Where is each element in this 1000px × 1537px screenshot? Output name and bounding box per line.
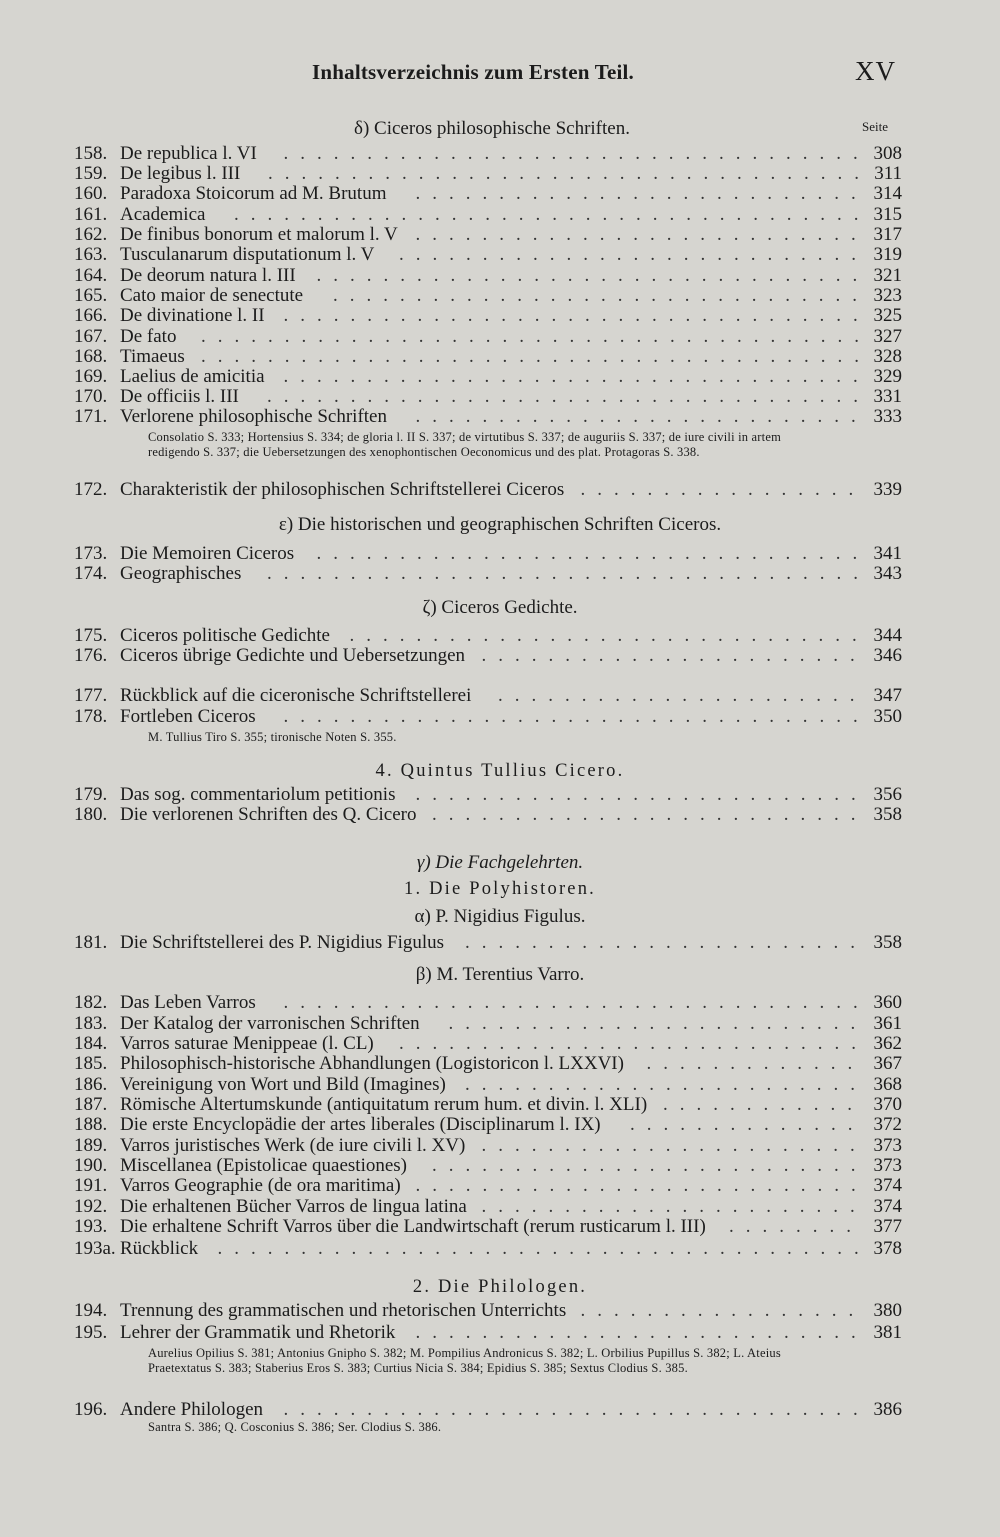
leader-dots: ....................... [481,1135,867,1156]
entry-page: 323 [873,285,902,306]
leader-dots: ........................... [415,183,868,204]
entry-number: 158. [74,143,108,164]
leader-dots: ................. [580,1300,866,1321]
entry-title: Ciceros übrige Gedichte und Uebersetzungen [120,645,466,666]
running-head [0,56,1000,90]
toc-entry [74,366,902,388]
entry-page: 362 [873,1033,902,1054]
leader-dots: .................................... [267,563,870,584]
entry-number: 185. [74,1053,108,1074]
entry-title: De republica l. VI [120,143,257,164]
toc-entry [74,1238,902,1260]
entry-page: 308 [873,143,902,164]
entry-title: Philosophisch-historische Abhandlungen (Logistoricon l. LXXVI) [120,1053,624,1074]
toc-entry [74,406,902,428]
entry-number: 167. [74,326,108,347]
entry-number: 174. [74,563,108,584]
entry-page: 341 [873,543,902,564]
entry-title: Römische Altertumskunde (antiquitatum rerum hum. et divin. l. XLI) [120,1094,648,1115]
entry-title: De finibus bonorum et malorum l. V [120,224,398,245]
leader-dots: ...................... [498,685,867,706]
leader-dots: ....................... [481,645,867,666]
leader-dots: ........................... [415,224,868,245]
leader-dots: .............. [630,1114,865,1135]
toc-entry [74,1053,902,1075]
entry-page: 343 [873,563,902,584]
entry-page: 367 [873,1053,902,1074]
entry-page: 381 [873,1322,902,1343]
entry-title: Laelius de amicitia [120,366,265,387]
entry-number: 168. [74,346,108,367]
entry-number: 170. [74,386,108,407]
page-number: XV [855,56,896,86]
entry-page: 346 [873,645,902,666]
entry-number: 193. [74,1216,108,1237]
leader-dots: ............. [646,1053,865,1074]
entry-page: 327 [873,326,902,347]
entry-number: 186. [74,1074,108,1095]
toc-entry [74,1155,902,1177]
entry-number: 182. [74,992,108,1013]
entry-number: 195. [74,1322,108,1343]
leader-dots: ........................ [465,1074,867,1095]
entry-number: 192. [74,1196,108,1217]
entry-page: 368 [873,1074,902,1095]
entry-page: 377 [873,1216,902,1237]
toc-entry [74,543,902,565]
entry-number: 160. [74,183,108,204]
toc-entry [74,1114,902,1136]
section-heading: ε) Die historischen und geographischen Schriften Ciceros. [278,514,722,535]
entry-title: Die verlorenen Schriften des Q. Cicero [120,804,417,825]
entry-title: Die Schriftstellerei des P. Nigidius Figulus [120,932,445,953]
entry-title: Paradoxa Stoicorum ad M. Brutum [120,183,387,204]
leader-dots: .................................... [268,163,871,184]
leader-dots: ................................. [316,543,870,564]
entry-number: 184. [74,1033,108,1054]
toc-entry [74,1094,902,1116]
entry-title: De officiis l. III [120,386,239,407]
leader-dots: ............ [663,1094,864,1115]
entry-subnote: M. Tullius Tiro S. 355; tironische Noten S. 355. [148,730,397,744]
entry-number: 193a. [74,1238,116,1259]
entry-title: Die Memoiren Ciceros [120,543,295,564]
toc-entry [74,143,902,165]
entry-title: Verlorene philosophische Schriften [120,406,387,427]
toc-entry [74,992,902,1014]
leader-dots: ........................... [415,1175,868,1196]
leader-dots: ........ [729,1216,863,1237]
section-heading: 2. Die Philologen. [412,1277,588,1297]
entry-title: Die erste Encyclopädie der artes liberales (Disciplinarum l. IX) [120,1114,601,1135]
entry-title: De fato [120,326,177,347]
entry-title: Ciceros politische Gedichte [120,625,330,646]
leader-dots: .......................... [432,1155,868,1176]
entry-page: 378 [873,1238,902,1259]
entry-title: Varros saturae Menippeae (l. CL) [120,1033,374,1054]
toc-entry [74,224,902,246]
entry-page: 373 [873,1135,902,1156]
leader-dots: ........................... [415,784,868,805]
entry-number: 179. [74,784,108,805]
entry-title: Lehrer der Grammatik und Rhetorik [120,1322,396,1343]
toc-entry [74,1196,902,1218]
entry-number: 169. [74,366,108,387]
entry-title: Die erhaltene Schrift Varros über die Landwirtschaft (rerum rusticarum l. III) [120,1216,706,1237]
toc-entry [74,645,902,667]
entry-number: 162. [74,224,108,245]
entry-title: Varros Geographie (de ora maritima) [120,1175,401,1196]
entry-number: 173. [74,543,108,564]
toc-entry [74,932,902,954]
entry-number: 166. [74,305,108,326]
leader-dots: ........................................ [201,346,871,367]
section-heading: γ) Die Fachgelehrten. [416,852,584,873]
leader-dots: ....................................... [217,1238,871,1259]
leader-dots: ........................... [415,406,868,427]
entry-page: 374 [873,1196,902,1217]
entry-page: 319 [873,244,902,265]
entry-number: 194. [74,1300,108,1321]
entry-number: 175. [74,625,108,646]
section-heading: α) P. Nigidius Figulus. [414,906,586,927]
entry-page: 380 [873,1300,902,1321]
entry-title: Varros juristisches Werk (de iure civili l. XV) [120,1135,466,1156]
entry-number: 178. [74,706,108,727]
leader-dots: ................................... [283,706,870,727]
entry-title: Timaeus [120,346,185,367]
entry-page: 386 [873,1399,902,1420]
entry-page: 344 [873,625,902,646]
running-title: Inhaltsverzeichnis zum Ersten Teil. [312,60,635,84]
toc-entry [74,563,902,585]
entry-title: Charakteristik der philosophischen Schriftstellerei Ciceros [120,479,565,500]
entry-page: 331 [873,386,902,407]
entry-number: 187. [74,1094,108,1115]
entry-number: 164. [74,265,108,286]
entry-page: 314 [873,183,902,204]
entry-number: 171. [74,406,108,427]
entry-number: 161. [74,204,108,225]
section-heading: 4. Quintus Tullius Cicero. [375,761,625,781]
entry-number: 196. [74,1399,108,1420]
toc-entry [74,625,902,647]
entry-title: Das Leben Varros [120,992,256,1013]
leader-dots: .......................... [432,804,868,825]
entry-title: Cato maior de senectute [120,285,304,306]
toc-entry [74,244,902,266]
section-heading: 1. Die Polyhistoren. [404,879,596,899]
entry-page: 373 [873,1155,902,1176]
entry-number: 189. [74,1135,108,1156]
entry-title: De legibus l. III [120,163,241,184]
entry-number: 183. [74,1013,108,1034]
toc-entry [74,305,902,327]
toc-entry [74,346,902,368]
leader-dots: ............................ [399,244,868,265]
entry-number: 188. [74,1114,108,1135]
entry-title: Rückblick [120,1238,199,1259]
leader-dots: ................................... [283,366,870,387]
entry-page: 350 [873,706,902,727]
entry-page: 315 [873,204,902,225]
entry-title: Rückblick auf die ciceronische Schriftstellerei [120,685,472,706]
leader-dots: ................................... [283,143,870,164]
entry-page: 329 [873,366,902,387]
toc-entry [74,285,902,307]
entry-number: 180. [74,804,108,825]
entry-title: Das sog. commentariolum petitionis [120,784,396,805]
leader-dots: ........................................ [201,326,871,347]
entry-page: 361 [873,1013,902,1034]
entry-title: De divinatione l. II [120,305,265,326]
toc-entry [74,1216,902,1238]
entry-page: 333 [873,406,902,427]
entry-number: 172. [74,479,108,500]
entry-number: 191. [74,1175,108,1196]
toc-entry [74,204,902,226]
entry-page: 339 [873,479,902,500]
leader-dots: ......................... [448,1013,868,1034]
toc-entry [74,685,902,707]
toc-entry [74,1074,902,1096]
toc-entry [74,265,902,287]
toc-entry [74,784,902,806]
toc-entry [74,706,902,728]
toc-entry [74,479,902,501]
section-heading: β) M. Terentius Varro. [415,964,585,985]
entry-page: 358 [873,804,902,825]
entry-title: Vereinigung von Wort und Bild (Imagines) [120,1074,446,1095]
entry-title: Trennung des grammatischen und rhetorischen Unterrichts [120,1300,567,1321]
entry-title: Tusculanarum disputationum l. V [120,244,375,265]
seite-column-label: Seite [862,119,888,134]
leader-dots: ............................ [399,1033,868,1054]
leader-dots: ................................ [333,285,869,306]
toc-entry [74,326,902,348]
entry-title: De deorum natura l. III [120,265,296,286]
leader-dots: ........................ [465,932,867,953]
entry-title: Fortleben Ciceros [120,706,256,727]
entry-page: 370 [873,1094,902,1115]
entry-page: 328 [873,346,902,367]
toc-entry [74,1300,902,1322]
leader-dots: ................. [580,479,866,500]
entry-page: 311 [874,163,902,184]
entry-page: 358 [873,932,902,953]
toc-entry [74,1135,902,1157]
leader-dots: ........................... [415,1322,868,1343]
entry-title: Die erhaltenen Bücher Varros de lingua latina [120,1196,467,1217]
entry-title: Geographisches [120,563,242,584]
leader-dots: ................................... [283,305,870,326]
leader-dots: ....................... [481,1196,867,1217]
leader-dots: ................................... [283,992,870,1013]
toc-entry [74,804,902,826]
entry-title: Miscellanea (Epistolicae quaestiones) [120,1155,408,1176]
toc-entry [74,163,902,185]
entry-page: 325 [873,305,902,326]
toc-entry [74,1175,902,1197]
entry-subnote: Aurelius Opilius S. 381; Antonius Gnipho S. 382; M. Pompilius Andronicus S. 382; L. Orbilius Pupillus S. 382; L. Ateius Praetextatus S. 383; Staberius Eros S. 383; Curtius Nicia S. 384; Epidius S. 385; Sextus Clodius S. 385. [148,1346,781,1375]
entry-subnote: Santra S. 386; Q. Cosconius S. 386; Ser. Clodius S. 386. [148,1420,442,1434]
leader-dots: .................................... [267,386,870,407]
entry-page: 356 [873,784,902,805]
entry-number: 163. [74,244,108,265]
entry-title: Academica [120,204,206,225]
entry-title: Der Katalog der varronischen Schriften [120,1013,420,1034]
toc-entry [74,386,902,408]
entry-number: 165. [74,285,108,306]
entry-subnote: Consolatio S. 333; Hortensius S. 334; de gloria l. II S. 337; de virtutibus S. 337; de auguriis S. 337; de iure civili in artem redigendo S. 337; die Uebersetzungen des xenophontischen Oeconomicus und des plat. Protagoras S. 338. [148,430,781,459]
leader-dots: ................................. [316,265,870,286]
entry-page: 321 [873,265,902,286]
entry-page: 347 [873,685,902,706]
entry-number: 176. [74,645,108,666]
toc-entry [74,183,902,205]
section-heading: δ) Ciceros philosophische Schriften. [354,118,630,139]
entry-title: Andere Philologen [120,1399,264,1420]
toc-entry [74,1033,902,1055]
entry-page: 360 [873,992,902,1013]
entry-number: 159. [74,163,108,184]
entry-number: 177. [74,685,108,706]
leader-dots: ............................... [349,625,869,646]
entry-page: 372 [873,1114,902,1135]
entry-page: 317 [873,224,902,245]
leader-dots: ...................................... [234,204,871,225]
toc-entry [74,1399,902,1421]
entry-number: 181. [74,932,108,953]
entry-page: 374 [873,1175,902,1196]
leader-dots: ................................... [283,1399,870,1420]
entry-number: 190. [74,1155,108,1176]
section-heading: ζ) Ciceros Gedichte. [422,597,578,618]
toc-entry [74,1013,902,1035]
toc-entry [74,1322,902,1344]
